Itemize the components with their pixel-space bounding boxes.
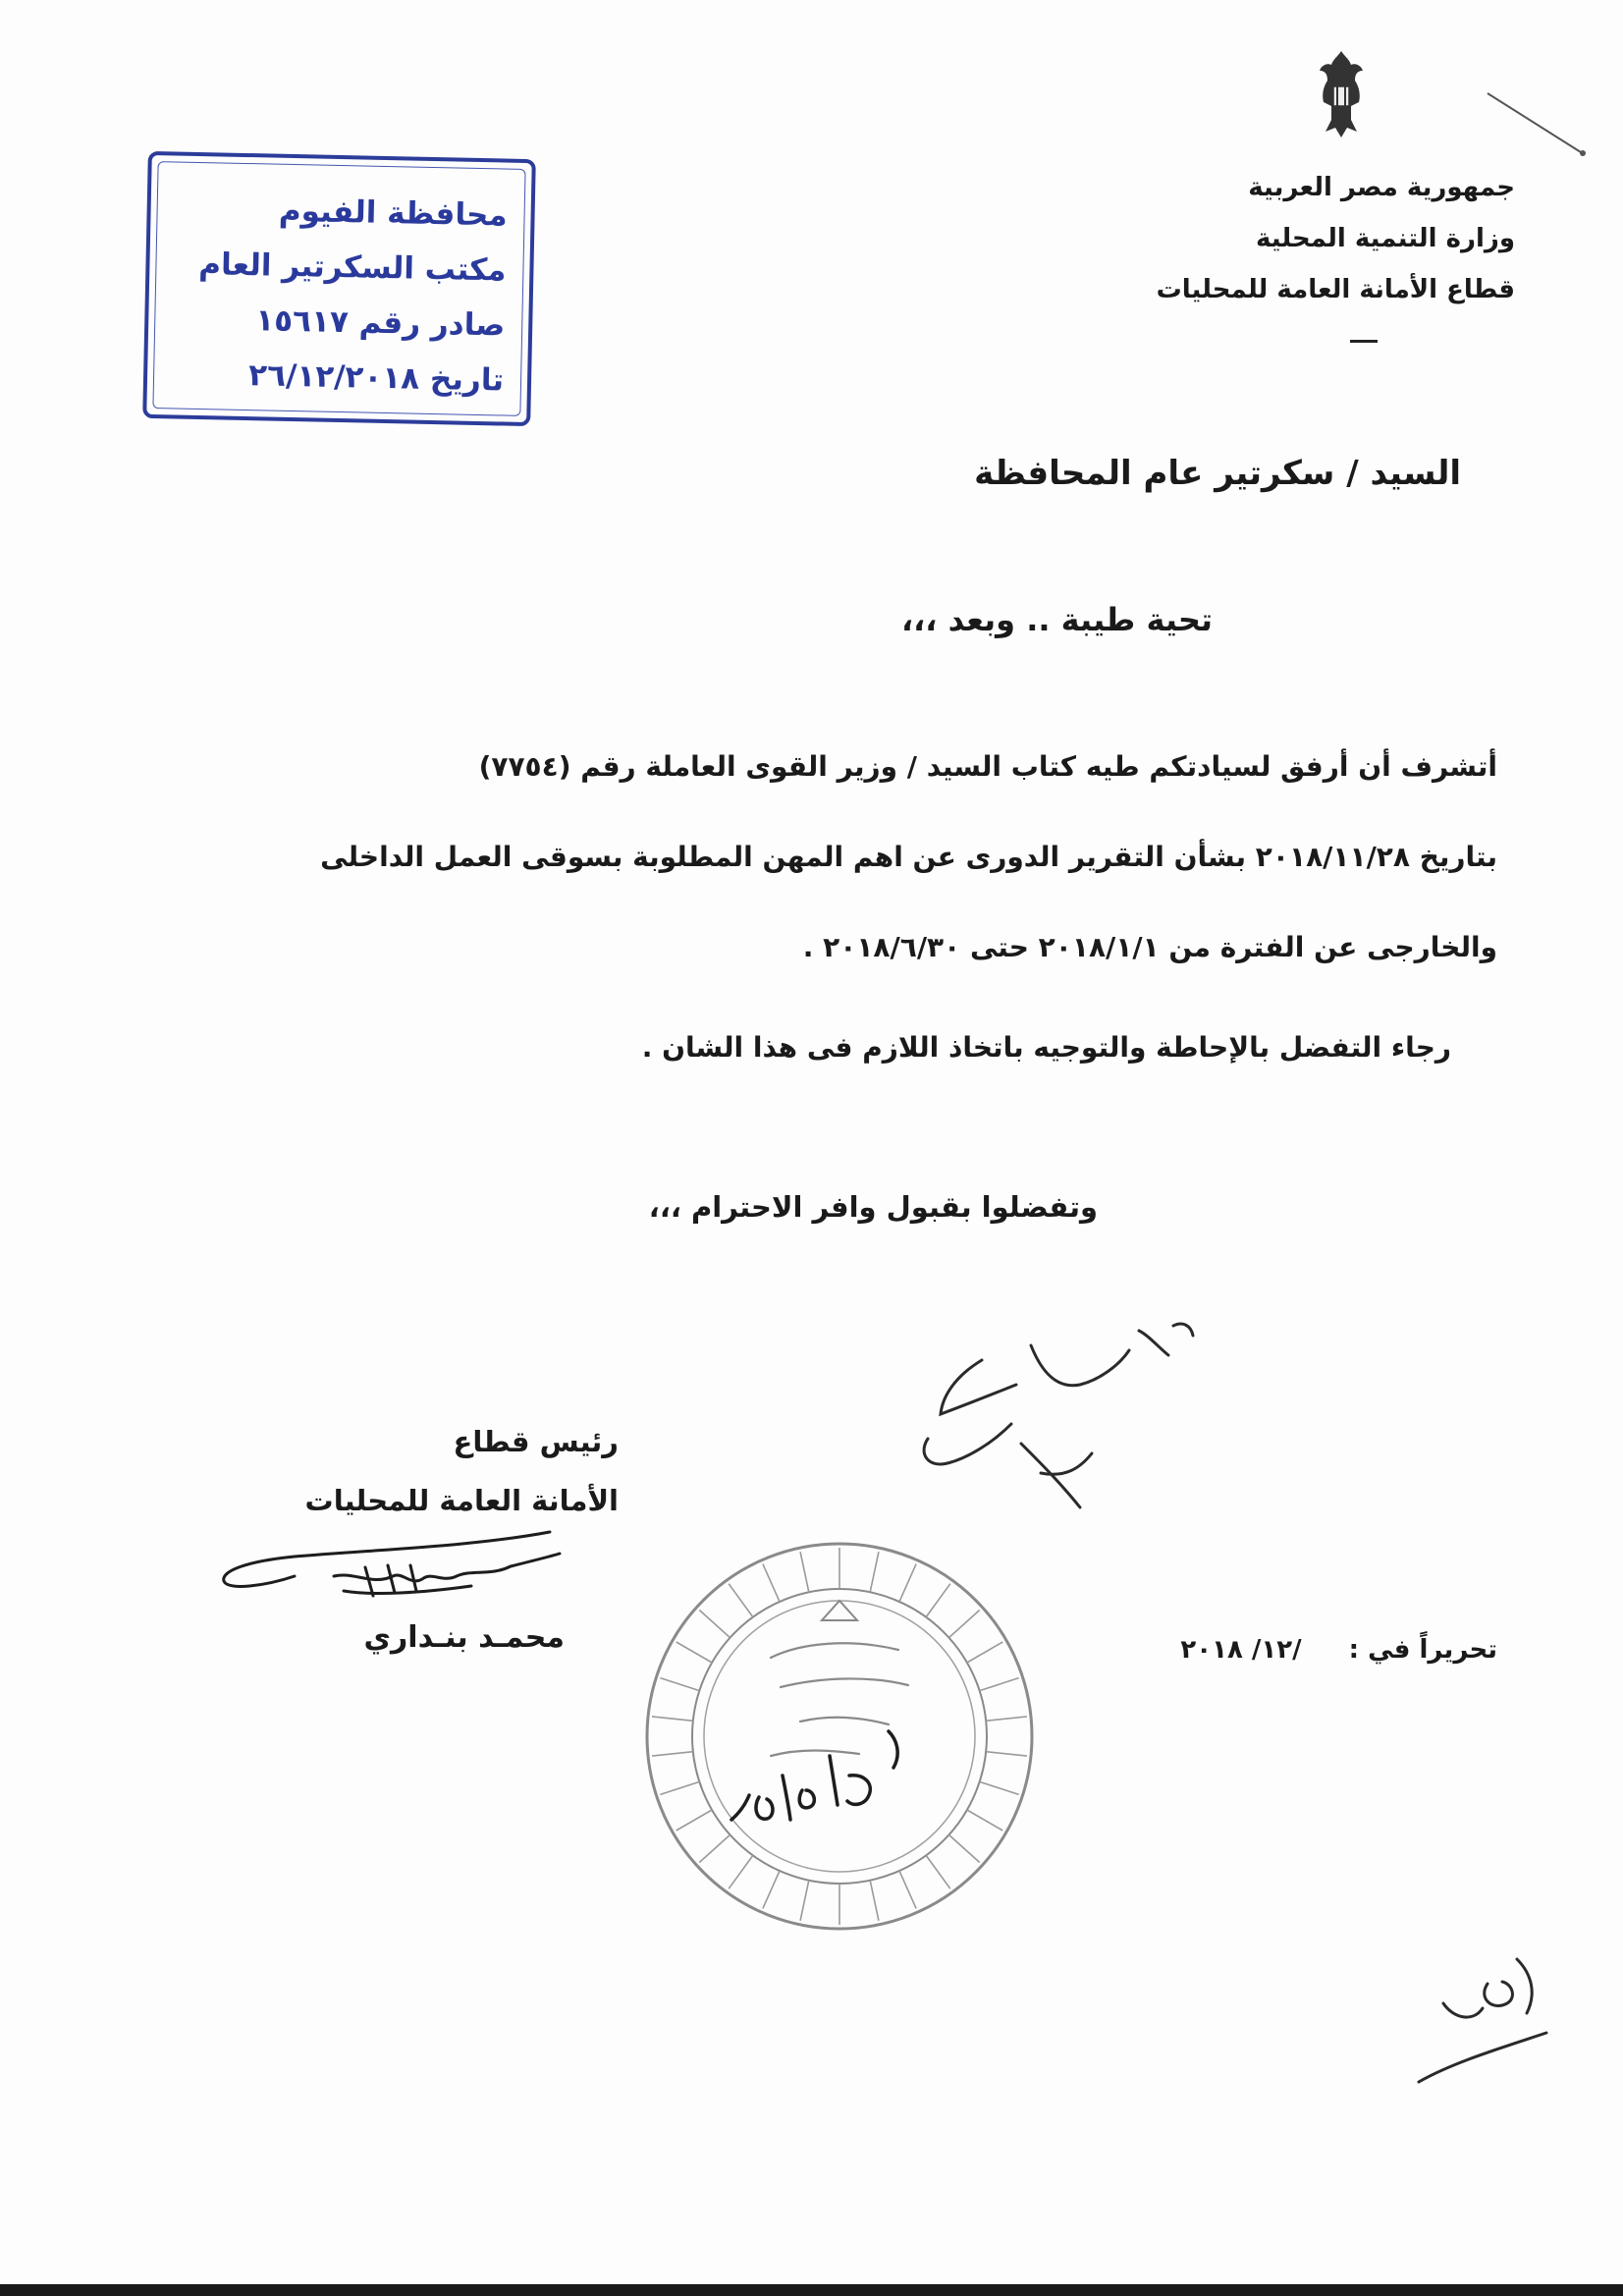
scan-edge: [0, 2284, 1623, 2296]
initials-mark: [1419, 1959, 1546, 2082]
signatory-title-line: الأمانة العامة للمحليات: [304, 1484, 619, 1517]
stamp-date: تاريخ ٢٦/١٢/٢٠١٨: [247, 357, 505, 399]
issue-date-label: تحريراً في :: [1348, 1635, 1497, 1665]
signatory-title-line: رئيس قطاع: [453, 1425, 619, 1458]
body-line: بتاريخ ٢٠١٨/١١/٢٨ بشأن التقرير الدورى عن اهم المهن المطلوبة بسوقى العمل الداخلى: [320, 841, 1497, 873]
body-line: والخارجى عن الفترة من ٢٠١٨/١/١ حتى ٢٠١٨/٦/٣٠ .: [802, 931, 1497, 963]
greeting: تحية طيبة .. وبعد ،،،: [900, 601, 1213, 638]
stamp-outgoing-number: صادر رقم ١٥٦١٧: [254, 302, 506, 344]
stamp-office: مكتب السكرتير العام: [198, 246, 507, 289]
header-country: جمهورية مصر العربية: [1248, 173, 1515, 202]
round-seal: [647, 1544, 1032, 1929]
stamp-governorate: محافظة الفيوم: [278, 192, 508, 234]
signatory-name: محمـد بنـداري: [363, 1620, 565, 1655]
header-sector: قطاع الأمانة العامة للمحليات: [1156, 275, 1515, 304]
request-line: رجاء التفضل بالإحاطة والتوجيه باتخاذ اللازم فى هذا الشان .: [641, 1031, 1451, 1064]
corner-mark: [1488, 93, 1586, 156]
signature-strokes: [224, 1532, 560, 1596]
handwritten-note: [924, 1324, 1193, 1507]
header-ministry: وزارة التنمية المحلية: [1255, 224, 1515, 253]
body-line: أتشرف أن أرفق لسيادتكم طيه كتاب السيد / وزير القوى العاملة رقم (٧٧٥٤): [478, 750, 1497, 783]
issue-date-value: /١٢/ ٢٠١٨: [1180, 1635, 1302, 1665]
addressee: السيد / سكرتير عام المحافظة: [974, 454, 1461, 493]
closing-line: وتفضلوا بقبول وافر الاحترام ،،،: [648, 1190, 1098, 1224]
